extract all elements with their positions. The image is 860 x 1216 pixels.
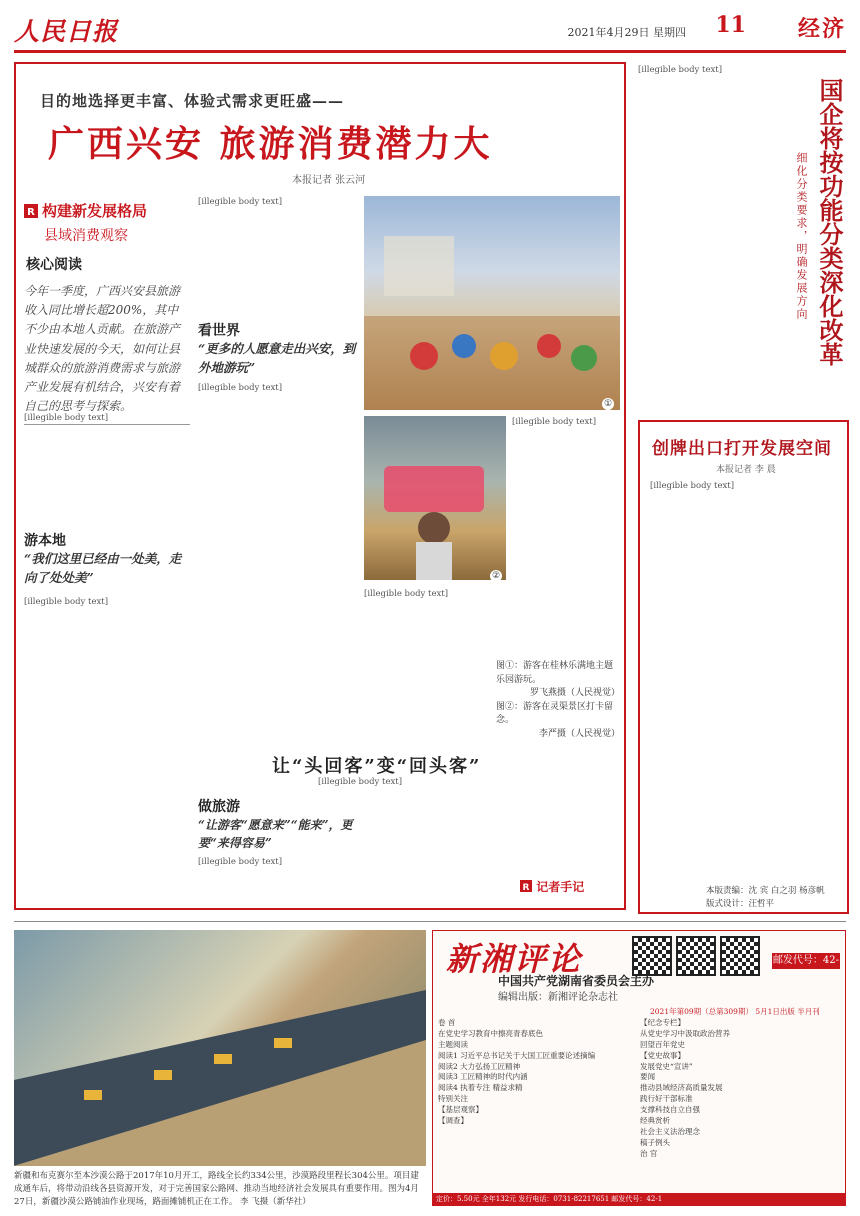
photo-theme-park-image [364, 196, 620, 410]
svg-text:R: R [522, 883, 530, 892]
core-reading-label: 核心阅读 [26, 257, 82, 273]
right-box-headline: 创牌出口打开发展空间 [652, 439, 832, 459]
toc-item: 推动县域经济高质量发展 [640, 1083, 723, 1093]
toc-item: 治 官 [640, 1148, 658, 1158]
toc-item: 在党史学习教育中擦亮青春底色 [438, 1028, 543, 1038]
toc-item: 阅读4 执着专注 精益求精 [438, 1083, 523, 1093]
photo-number-2: ② [491, 571, 501, 581]
toc-item: 主题阅读 [438, 1039, 468, 1049]
toc-item: 践行好干部标准 [640, 1094, 693, 1104]
toc-item: 从党史学习中汲取政治营养 [640, 1028, 730, 1038]
magazine-logo: 新湘评论 [446, 940, 583, 978]
qr-code-icon [676, 936, 716, 976]
body-text-col3-b: [illegible body text] [364, 589, 449, 599]
toc-item: 要闻 [640, 1072, 655, 1082]
pull-quote-world: “更多的人愿意走出兴安，到外地游玩” [198, 341, 356, 375]
body-text-col2-a: [illegible body text] [198, 197, 283, 207]
photo-credit-2: 李严摄（人民视觉） [538, 728, 620, 739]
body-text-col1-a: [illegible body text] [24, 413, 109, 423]
magazine-issue: 2021年第09期（总第309期） 5月1日出版 半月刊 [650, 1007, 820, 1016]
core-reading-summary: 今年一季度，广西兴安县旅游收入同比增长超200%，其中不少由本地人贡献。在旅游产业快速发展的今天，如何让县城群众的旅游消费需求与旅游产业发展有机结合，兴安有着自己的思考与探索。 [24, 282, 190, 425]
newspaper-logo: 人民日报 [14, 17, 119, 46]
bottom-photo-caption [14, 1170, 426, 1208]
editors-credit: 本版责编：沈 宾 白之羽 杨彦帆 [706, 886, 825, 896]
series-subheading: 县域消费观察 [44, 228, 128, 244]
toc-item: 稿子例头 [640, 1137, 670, 1147]
bottom-photo-credit: 李 飞摄（新华社） [240, 1196, 311, 1207]
article-headline: 广西兴安 旅游消费潜力大 [48, 124, 493, 165]
series-heading [24, 200, 190, 245]
section-title-world: 看世界 [198, 323, 240, 339]
page-number: 11 [715, 12, 746, 38]
commentary-headline: 让“头回客”变“回头客” [272, 756, 482, 777]
toc-item: 回望百年党史 [640, 1039, 685, 1049]
toc-item: 特别关注 [438, 1094, 468, 1104]
photo-theme-park [364, 196, 620, 410]
toc-item: 阅读2 大力弘扬工匠精神 [438, 1061, 521, 1071]
toc-right [640, 1018, 840, 1159]
photo-caption-1: 图①：游客在桂林乐满地主题乐园游玩。 [496, 661, 614, 685]
dateline: 2021年4月29日 星期四 [567, 26, 686, 39]
pull-quote-local: “我们这里已经由一处美，走向了处处美” [24, 551, 182, 585]
commentary-logo-icon [520, 880, 532, 892]
toc-left [438, 1018, 634, 1127]
toc-item: 发展党史“宣讲” [640, 1061, 693, 1071]
toc-item: 阅读1 习近平总书记关于大国工匠重要论述摘编 [438, 1050, 596, 1060]
photo-credit-1: 罗飞燕摄（人民视觉） [529, 688, 620, 698]
toc-item: 【基层观察】 [438, 1105, 483, 1114]
commentary-label [520, 878, 584, 895]
designer-credit: 版式设计：汪哲平 [706, 899, 775, 909]
magazine-editor: 编辑出版：新湘评论杂志社 [498, 992, 618, 1003]
postal-code-badge: 邮发代号：42-1 [772, 955, 840, 982]
qr-code-icon [632, 936, 672, 976]
magazine-sponsor: 中国共产党湖南省委员会主办 [498, 974, 655, 988]
right-top-subheadline: 细化分类要求，明确发展方向 [795, 152, 808, 321]
body-text-col2-b: [illegible body text] [198, 383, 283, 393]
section-name: 经济 [797, 16, 846, 42]
toc-item: 社会主义法治理念 [640, 1126, 700, 1136]
right-box-byline: 本报记者 李 晨 [716, 465, 776, 475]
toc-item: 经典赏析 [640, 1115, 670, 1125]
toc-item: 卷 首 [438, 1018, 456, 1027]
series-heading-text: 构建新发展格局 [42, 202, 148, 220]
toc-item: 支撑科技自立自强 [640, 1105, 700, 1114]
right-top-headline: 国企将按功能分类深化改革 [815, 78, 844, 366]
photo-scenic-checkin-image [364, 416, 506, 580]
series-heading-title [24, 200, 190, 221]
right-box-text: [illegible body text] [650, 481, 735, 491]
photo-desert-road-image [14, 930, 426, 1166]
bottom-rule [14, 921, 846, 922]
body-text-col3-a: [illegible body text] [512, 417, 597, 427]
photo-scenic-checkin [364, 416, 506, 580]
masthead [14, 12, 846, 52]
svg-text:R: R [27, 206, 35, 218]
bottom-photo-caption-text: 新疆和布克赛尔至本沙漠公路于2017年10月开工，路线全长约334公里，沙漠路段里程长304公里。项目建成通车后，将带动沿线各县资源开发，对于完善国家公路网、推动当地经济社会发展具有重要作用。图为4月27日，新疆沙漠公路铺油作业现场，路面摊铺机正在工作。 [14, 1171, 419, 1207]
body-text-col1-b: [illegible body text] [24, 597, 109, 607]
masthead-rule [14, 50, 846, 53]
pull-quote-tourism: “让游客“愿意来”“能来”，更要“来得容易” [198, 818, 353, 850]
photo-number-1: ① [603, 399, 613, 409]
toc-item: 【纪念专栏】 [640, 1018, 685, 1027]
photo-captions [496, 660, 620, 741]
right-top-article-text: [illegible body text] [638, 65, 723, 75]
toc-item: 阅读3 工匠精神的时代内涵 [438, 1072, 528, 1082]
section-title-local: 游本地 [24, 533, 66, 549]
commentary-text: [illegible body text] [318, 777, 403, 787]
article-kicker: 目的地选择更丰富、体验式需求更旺盛—— [40, 92, 345, 110]
toc-item: 【党史故事】 [640, 1050, 685, 1060]
section-title-tourism: 做旅游 [198, 799, 240, 815]
qr-code-icon [720, 936, 760, 976]
series-logo-icon [24, 204, 38, 218]
body-text-col2-c: [illegible body text] [198, 857, 283, 867]
magazine-footer: 定价：5.50元 全年132元 发行电话：0731-82217651 邮发代号：42-1 [432, 1193, 846, 1205]
photo-desert-road [14, 930, 426, 1166]
photo-caption-2: 图②：游客在灵渠景区打卡留念。 [496, 701, 614, 725]
commentary-label-text: 记者手记 [536, 880, 585, 894]
toc-item: 【调查】 [438, 1115, 468, 1125]
article-byline: 本报记者 张云河 [292, 175, 366, 186]
